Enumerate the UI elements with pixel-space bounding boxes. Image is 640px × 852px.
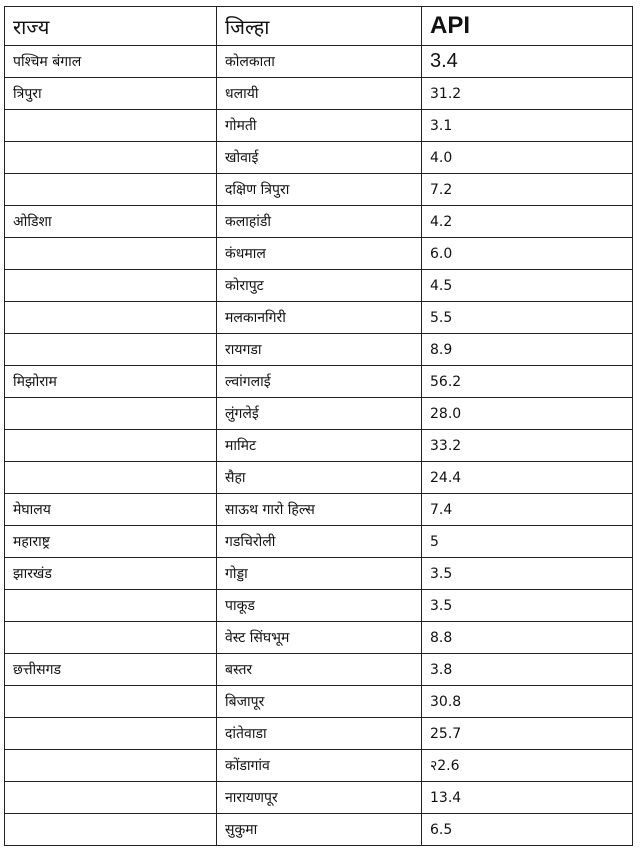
cell-district: कंधमाल: [217, 238, 422, 270]
table-row: [5, 206, 633, 238]
cell-state: झारखंड: [5, 558, 217, 590]
cell-api: 5.5: [422, 302, 633, 334]
cell-api: 7.4: [422, 494, 633, 526]
cell-state: [5, 622, 217, 654]
cell-district: कोंडागांव: [217, 750, 422, 782]
table-row: [5, 718, 633, 750]
cell-state: [5, 142, 217, 174]
cell-api: 4.5: [422, 270, 633, 302]
cell-state: [5, 430, 217, 462]
cell-api: 5: [422, 526, 633, 558]
cell-state: [5, 814, 217, 846]
cell-api: 4.2: [422, 206, 633, 238]
cell-district: ल्वांगलाई: [217, 366, 422, 398]
cell-api: 28.0: [422, 398, 633, 430]
cell-state: पश्चिम बंगाल: [5, 46, 217, 78]
header-district: जिल्हा: [217, 7, 422, 46]
cell-api: 24.4: [422, 462, 633, 494]
cell-state: [5, 270, 217, 302]
cell-api: 13.4: [422, 782, 633, 814]
cell-state: [5, 462, 217, 494]
cell-state: [5, 750, 217, 782]
cell-api: 4.0: [422, 142, 633, 174]
table-row: [5, 814, 633, 846]
cell-state: [5, 174, 217, 206]
cell-state: [5, 782, 217, 814]
table-row: [5, 78, 633, 110]
table-row: [5, 686, 633, 718]
cell-api: 7.2: [422, 174, 633, 206]
cell-district: रायगडा: [217, 334, 422, 366]
cell-state: छत्तीसगड: [5, 654, 217, 686]
table-row: [5, 462, 633, 494]
table-row: [5, 398, 633, 430]
cell-district: दक्षिण त्रिपुरा: [217, 174, 422, 206]
cell-district: कोरापुट: [217, 270, 422, 302]
table-row: [5, 142, 633, 174]
cell-api: 3.8: [422, 654, 633, 686]
cell-api: 8.9: [422, 334, 633, 366]
cell-api: 8.8: [422, 622, 633, 654]
cell-state: [5, 590, 217, 622]
cell-api: 6.5: [422, 814, 633, 846]
cell-api: 31.2: [422, 78, 633, 110]
cell-district: बिजापूर: [217, 686, 422, 718]
table-row: [5, 238, 633, 270]
cell-state: [5, 398, 217, 430]
cell-state: [5, 718, 217, 750]
table-body: [5, 46, 633, 846]
cell-api: 3.5: [422, 590, 633, 622]
table-row: [5, 334, 633, 366]
cell-state: त्रिपुरा: [5, 78, 217, 110]
table-row: [5, 302, 633, 334]
table-row: [5, 526, 633, 558]
cell-district: लुंगलेई: [217, 398, 422, 430]
cell-api: 6.0: [422, 238, 633, 270]
table-row: [5, 366, 633, 398]
cell-district: गोड्डा: [217, 558, 422, 590]
cell-district: बस्तर: [217, 654, 422, 686]
table-row: [5, 174, 633, 206]
cell-district: दांतेवाडा: [217, 718, 422, 750]
table-row: [5, 494, 633, 526]
table-row: [5, 270, 633, 302]
cell-district: मामिट: [217, 430, 422, 462]
cell-district: मलकानगिरी: [217, 302, 422, 334]
table-row: [5, 430, 633, 462]
cell-api: 3.1: [422, 110, 633, 142]
cell-api: २2.6: [422, 750, 633, 782]
cell-district: पाकूड: [217, 590, 422, 622]
table-row: [5, 622, 633, 654]
cell-api: 30.8: [422, 686, 633, 718]
cell-state: [5, 238, 217, 270]
cell-district: धलायी: [217, 78, 422, 110]
table-row: [5, 590, 633, 622]
cell-api: 3.5: [422, 558, 633, 590]
cell-district: वेस्ट सिंघभूम: [217, 622, 422, 654]
document-page: [4, 6, 632, 850]
header-row: [5, 7, 633, 46]
table-header: [5, 7, 633, 46]
cell-state: मिझोराम: [5, 366, 217, 398]
cell-state: मेघालय: [5, 494, 217, 526]
cell-api: 25.7: [422, 718, 633, 750]
cell-district: सैहा: [217, 462, 422, 494]
table-row: [5, 750, 633, 782]
cell-api: 33.2: [422, 430, 633, 462]
cell-api: 56.2: [422, 366, 633, 398]
cell-state: [5, 302, 217, 334]
cell-district: सुकुमा: [217, 814, 422, 846]
cell-district: कोलकाता: [217, 46, 422, 78]
cell-district: कलाहांडी: [217, 206, 422, 238]
table-row: [5, 46, 633, 78]
cell-state: महाराष्ट्र: [5, 526, 217, 558]
cell-district: गडचिरोली: [217, 526, 422, 558]
cell-district: खोवाई: [217, 142, 422, 174]
table-row: [5, 782, 633, 814]
cell-district: नारायणपूर: [217, 782, 422, 814]
table-row: [5, 654, 633, 686]
table-row: [5, 558, 633, 590]
cell-district: गोमती: [217, 110, 422, 142]
header-state: राज्य: [5, 7, 217, 46]
cell-state: [5, 110, 217, 142]
cell-state: ओडिशा: [5, 206, 217, 238]
cell-api: 3.4: [422, 46, 633, 78]
api-district-table: [4, 6, 633, 846]
header-api: API: [422, 7, 633, 46]
cell-state: [5, 334, 217, 366]
cell-district: साऊथ गारो हिल्स: [217, 494, 422, 526]
table-row: [5, 110, 633, 142]
cell-state: [5, 686, 217, 718]
